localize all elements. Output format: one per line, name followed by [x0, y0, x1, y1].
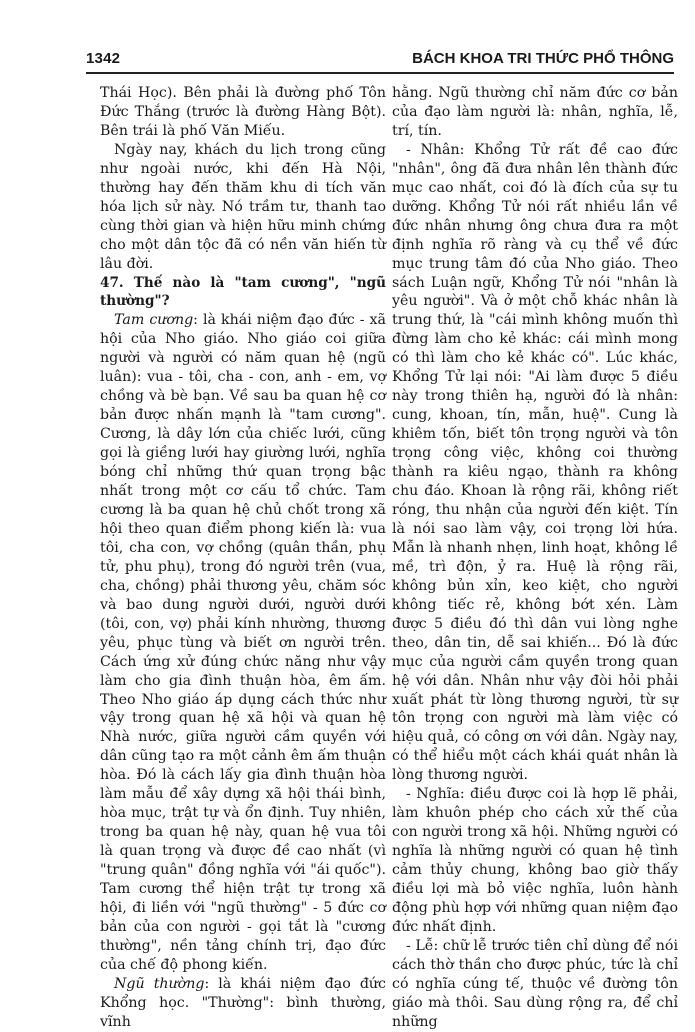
- paragraph: - Nghĩa: điều được coi là hợp lẽ phải, làm khuôn phép cho cách xử thế của con người trong xã hội. Những người có nghĩa là những người có quan hệ tình cảm thủy chung, không bao giờ thấy điều lợi mà bỏ việc nghĩa, luôn hành động phù hợp với những quan niệm đạo đức nhất định.: [392, 786, 678, 935]
- paragraph: [100, 311, 386, 974]
- header-rule: [86, 72, 674, 74]
- term: Tam cương: [114, 312, 194, 329]
- running-title: BÁCH KHOA TRI THỨC PHỔ THÔNG: [412, 50, 674, 67]
- definition-text: : là khái niệm đạo đức Khổng học. "Thường": bình thường, vĩnh: [100, 975, 386, 1030]
- paragraph: - Nhân: Khổng Tử rất đề cao đức "nhân", ông đã đưa nhân lên thành đức mục cao nhất, coi đó là đích của sự tu dưỡng. Khổng Tử nói rất nhiều lần về đức nhân nhưng ông chưa đưa ra một định nghĩa rõ ràng và cụ thể về đức mục trung tâm đó của Nho giáo. Theo sách Luận ngữ, Khổng Tử nói "nhân là yêu người". Và ở một chỗ khác nhân là trung thứ, là "cái mình không muốn thì đừng làm cho kẻ khác: cái mình mong có thì làm cho kẻ khác có". Lúc khác, Khổng Tử lại nói: "Ai làm được 5 điều này trong thiên hạ, người đó là nhân: cung, khoan, tín, mẫn, huệ". Cung là khiêm tốn, biết tôn trọng người và tôn trọng công việc, không coi thường thành ra kiêu ngạo, thành ra không chu đáo. Khoan là rộng rãi, không riết róng, thu nhận của người đến kiệt. Tín là nói sao làm vậy, coi trọng lời hứa. Mẫn là nhanh nhẹn, linh hoạt, không lề mề, trì độn, ỷ ra. Huệ là rộng rãi, không bủn xỉn, keo kiệt, cho người không tiếc rẻ, không bớt xén. Làm được 5 điều đó thì dân vui lòng nghe theo, dân tin, dễ sai khiến... Đó là đức mục của người cầm quyền trong quan hệ với dân. Nhân như vậy đòi hỏi phải xuất phát từ lòng thương người, từ sự tôn trọng con người mà làm việc có hiệu quả, có công ơn với dân. Ngày nay, có thể hiểu một cách khái quát nhân là lòng thương người.: [392, 141, 678, 784]
- paragraph: [100, 975, 386, 1032]
- paragraph: hằng. Ngũ thường chỉ năm đức cơ bản của đạo làm người là: nhân, nghĩa, lễ, trí, tín.: [392, 85, 678, 139]
- definition-text: : là khái niệm đạo đức - xã hội của Nho giáo. Nho giáo coi giữa người và người có năm quan hệ (ngũ luân): vua - tôi, cha - con, anh - em, vợ chồng và bè bạn. Về sau ba quan hệ cơ bản được nhấn mạnh là "tam cương". Cương, là dây lớn của chiếc lưới, cũng gọi là giềng lưới hay giường lưới, nghĩa bóng chỉ những thứ quan trọng bậc nhất trong một cơ cấu tổ chức. Tam cương là ba quan hệ chủ chốt trong xã hội theo quan điểm phong kiến là: vua tôi, cha con, vợ chồng (quân thần, phụ tử, phu phụ), trong đó người trên (vua, cha, chồng) phải thương yêu, chăm sóc và bao dung người dưới, người dưới (tôi, con, vợ) phải kính nhường, thương yêu, phục tùng và biết ơn người trên. Cách ứng xử đúng chức năng như vậy làm cho gia đình thuận hòa, êm ấm. Theo Nho giáo áp dụng cách thức như vậy trong quan hệ xã hội và quan hệ Nhà nước, giữa người cầm quyền với dân cũng tạo ra một cảnh êm ấm thuận hòa. Đó là cách lấy gia đình thuận hòa làm mẫu để xây dựng xã hội thái bình, hòa mục, trật tự và ổn định. Tuy nhiên, trong ba quan hệ này, quan hệ vua tôi là quan trọng và được đề cao nhất (vì "trung quân" đồng nghĩa với "ái quốc"). Tam cương thể hiện trật tự trong xã hội, đi liền với "ngũ thường" - 5 đức cơ bản của con người - gọi tắt là "cương thường", nền tảng chính trị, đạo đức của chế độ phong kiến.: [100, 312, 386, 973]
- section-heading: 47. Thế nào là "tam cương", "ngũ thường"?: [100, 274, 386, 310]
- term: Ngũ thường: [114, 975, 205, 992]
- left-column: [100, 84, 386, 1032]
- right-column: [392, 84, 678, 1032]
- page-header: [86, 50, 674, 72]
- paragraph: Ngày nay, khách du lịch trong cũng như ngoài nước, khi đến Hà Nội, thường hay đến thăm khu di tích văn hóa lịch sử này. Nó trầm tư, thanh tao cùng thời gian và hiện hữu minh chứng cho một dân tộc đã có nền văn hiến từ lâu đời.: [100, 141, 386, 272]
- paragraph: - Lễ: chữ lễ trước tiên chỉ dùng để nói cách thờ thần cho được phúc, tức là chỉ có nghĩa cúng tế, thuộc về đường tôn giáo mà thôi. Sau dùng rộng ra, để chỉ những: [392, 937, 678, 1030]
- paragraph: Thái Học). Bên phải là đường phố Tôn Đức Thắng (trước là đường Hàng Bột). Bên trái là phố Văn Miếu.: [100, 85, 386, 139]
- page-number: 1342: [86, 50, 121, 67]
